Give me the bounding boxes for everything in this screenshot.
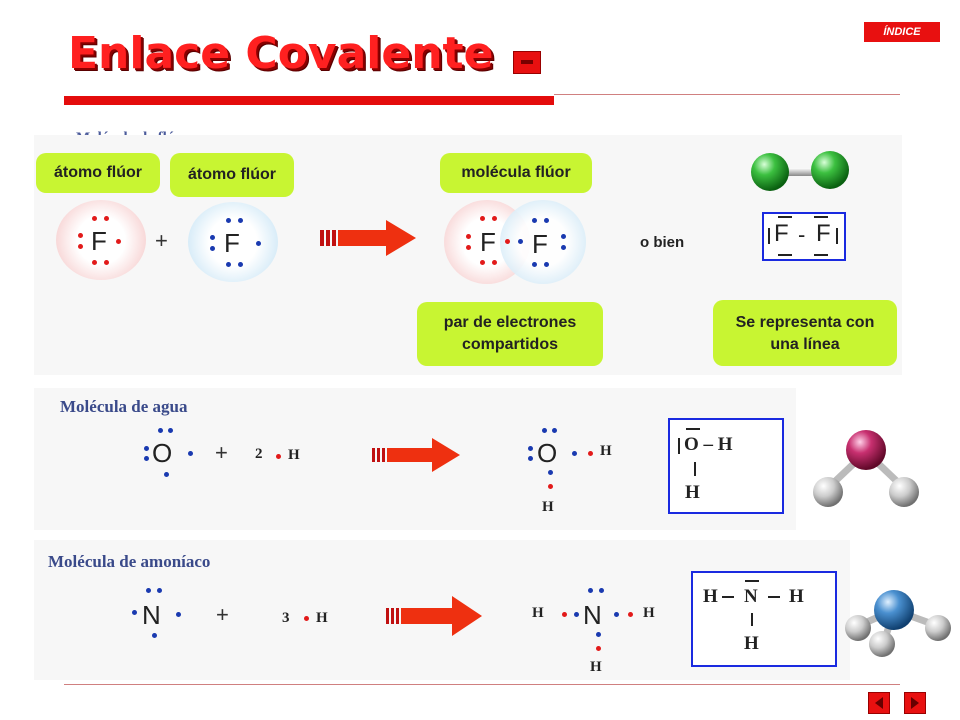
- fluor-atom-2: [188, 202, 278, 282]
- fluor-symbol-1: F: [91, 226, 107, 256]
- title-underline: [64, 96, 554, 105]
- ammonia-h: H: [316, 610, 328, 626]
- or-text: o bien: [640, 234, 685, 251]
- arrow-right-icon: [318, 218, 418, 260]
- water-product-h-bottom: H: [542, 499, 554, 515]
- fluor-formula-box: [762, 212, 846, 261]
- ammonia-product-h-left: H: [532, 605, 544, 621]
- ammonia-formula-h-left: H: [703, 586, 718, 607]
- fluor-molecule-symbol-2: F: [532, 229, 548, 259]
- ammonia-title: Molécula de amoníaco: [48, 552, 211, 571]
- arrow-right-icon: [384, 596, 484, 636]
- plus-sign-ammonia: +: [216, 602, 229, 627]
- label-atom-1: átomo flúor: [36, 153, 160, 193]
- water-molecule-model: [806, 420, 926, 516]
- ammonia-formula-n: N: [744, 586, 758, 607]
- label-molecule: molécula flúor: [440, 153, 592, 193]
- nav-prev-icon[interactable]: [868, 692, 890, 714]
- ammonia-formula-box: [691, 571, 837, 667]
- label-shared-pair: par de electrones compartidos: [417, 302, 603, 366]
- nav-next-icon[interactable]: [904, 692, 926, 714]
- water-title: Molécula de agua: [60, 397, 188, 416]
- fluor-atom-1: [56, 200, 146, 280]
- label-atom-2: átomo flúor: [170, 153, 294, 197]
- plus-sign-water: +: [215, 440, 228, 465]
- water-product-h-right: H: [600, 443, 612, 459]
- water-formula-bottom: H: [685, 482, 700, 503]
- water-formula-box: [668, 418, 784, 514]
- fluor-formula-dash: -: [798, 222, 806, 247]
- fluor-molecule-symbol-1: F: [480, 227, 496, 257]
- water-product-o: O: [537, 438, 558, 468]
- index-button[interactable]: ÍNDICE: [864, 22, 940, 42]
- pencil-button-icon[interactable]: [513, 51, 541, 74]
- water-formula-top: O – H: [684, 434, 733, 455]
- header-divider: [554, 94, 900, 95]
- ammonia-formula-bottom: H: [744, 633, 759, 654]
- ammonia-product-h-right: H: [643, 605, 655, 621]
- page-title: Enlace Covalente: [68, 28, 494, 79]
- label-represent-line: Se representa con una línea: [713, 300, 897, 366]
- ammonia-product-h-bottom: H: [590, 659, 602, 675]
- ammonia-formula-h-right: H: [789, 586, 804, 607]
- ammonia-n-symbol: N: [142, 600, 161, 630]
- footer-divider: [64, 684, 900, 685]
- fluorine-molecule-model: [748, 148, 852, 196]
- water-o-symbol: O: [152, 438, 173, 468]
- fluor-formula-f2: F: [816, 220, 831, 247]
- plus-sign-fluor: +: [155, 228, 168, 253]
- fluor-formula-f1: F: [774, 220, 789, 247]
- ammonia-molecule-model: [838, 578, 956, 660]
- ammonia-product-n: N: [583, 600, 602, 630]
- water-coef: 2: [255, 446, 263, 462]
- arrow-right-icon: [370, 436, 462, 476]
- ammonia-coef: 3: [282, 610, 290, 626]
- fluor-symbol-2: F: [224, 228, 240, 258]
- water-h: H: [288, 447, 300, 463]
